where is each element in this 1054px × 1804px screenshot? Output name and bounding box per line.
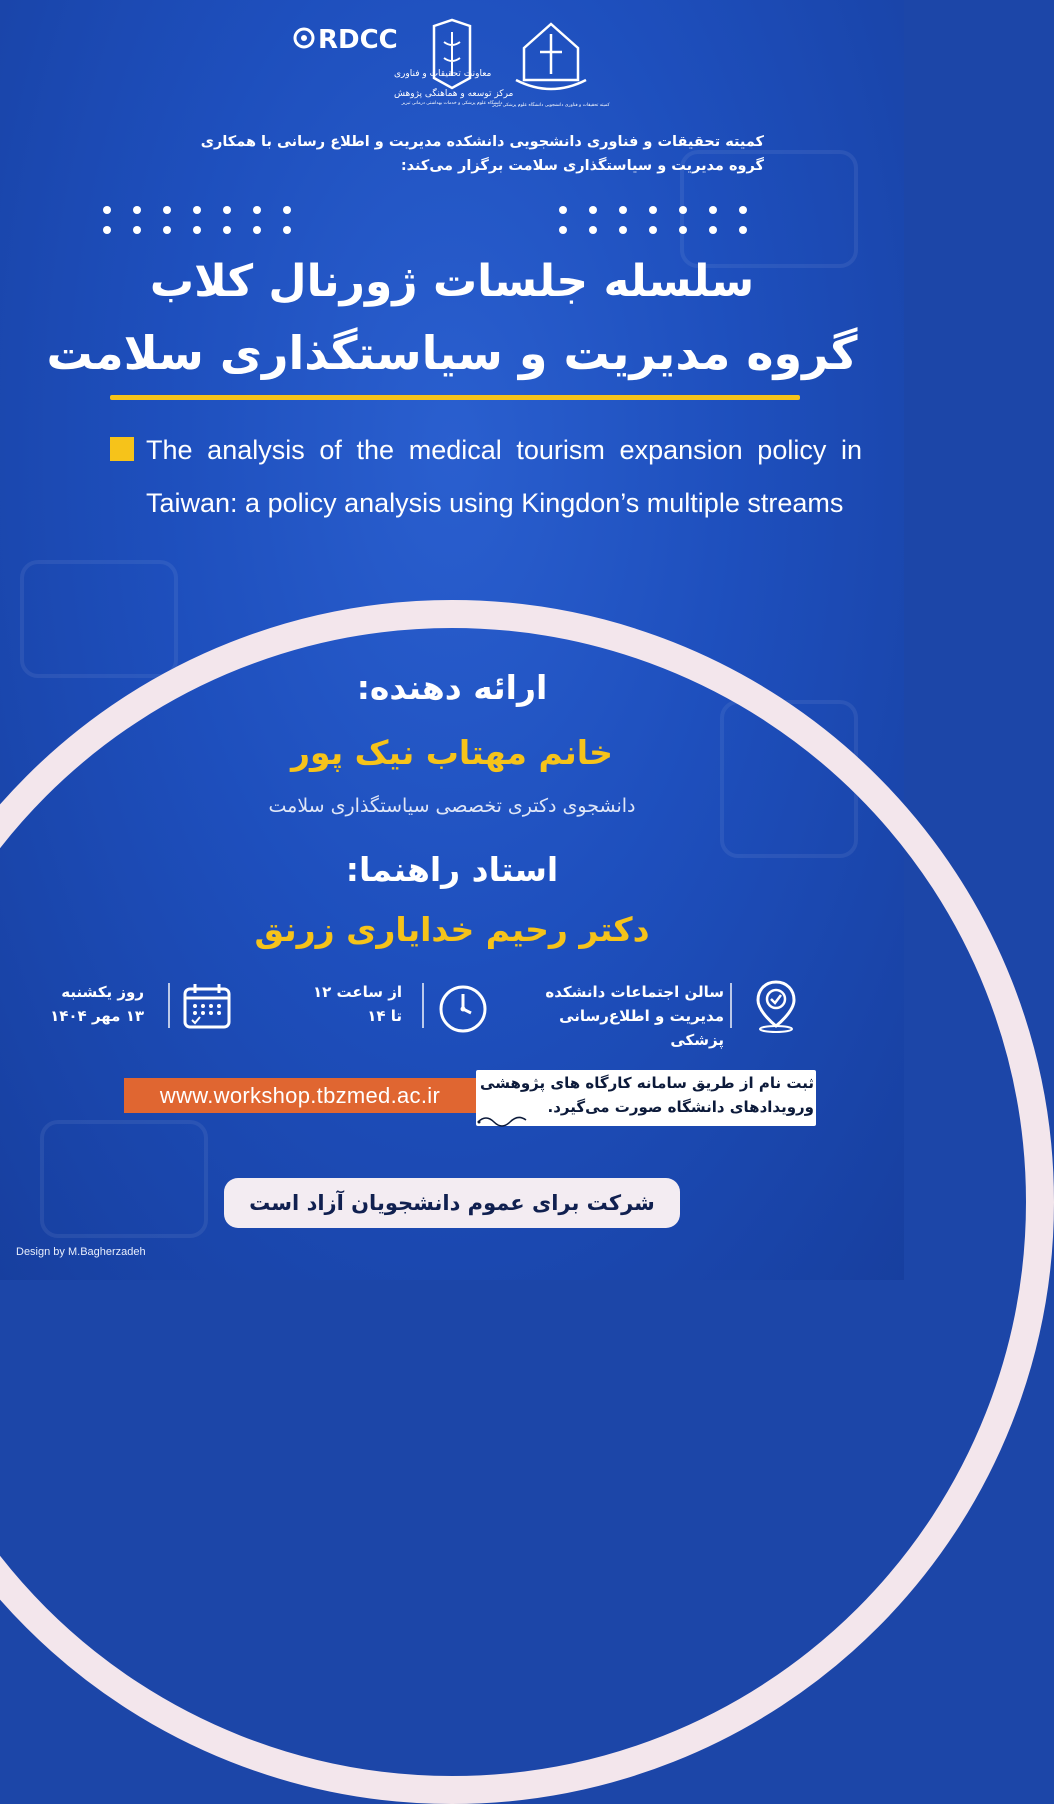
presenter-name: خانم مهتاب نیک پور [291,733,613,772]
presenter-description: دانشجوی دکتری تخصصی سیاستگذاری سلامت [268,795,636,817]
time-line-2: تا ۱۴ [367,1007,402,1025]
clock-icon [436,982,490,1036]
registration-line-2: ورویدادهای دانشگاه صورت می‌گیرد. [547,1098,814,1116]
separator [168,983,170,1028]
squiggle-arrow-icon [476,1112,532,1130]
title-line-1: سلسله جلسات ژورنال کلاب [149,256,755,307]
time-info [312,980,402,1028]
separator [422,983,424,1028]
time-line-1: از ساعت ۱۲ [312,983,402,1001]
separator [730,983,732,1028]
rdcc-text-2: مرکز توسعه و هماهنگی پژوهش [394,89,514,99]
designer-credit: Design by M.Bagherzadeh [16,1246,146,1258]
date-line-1: روز یکشنبه [61,983,144,1001]
background-decoration [20,560,178,678]
date-line-2: ۱۳ مهر ۱۴۰۴ [50,1007,144,1025]
square-bullet-icon [110,437,134,461]
dots-decoration-left [92,202,352,238]
venue-line-1: سالن اجتماعات دانشکده [545,983,724,1001]
free-participation-notice: شرکت برای عموم دانشجویان آزاد است [224,1178,680,1228]
article-title: The analysis of the medical tourism expansion policy in Taiwan: a policy analysis using Kingdon’s multiple streams [146,435,862,518]
registration-url[interactable]: www.workshop.tbzmed.ac.ir [124,1078,476,1113]
calendar-icon [180,980,234,1034]
supervisor-label: استاد راهنما: [345,850,559,889]
rdcc-wordmark: RDCC [318,25,398,55]
university-text: دانشگاه علوم پزشکی و خدمات بهداشتی درمانی تبریز [401,101,503,106]
presenter-label: ارائه دهنده: [356,668,548,707]
title-underline [110,395,800,400]
registration-line-1: ثبت نام از طریق سامانه کارگاه های پژوهشی [480,1074,814,1092]
venue-info [524,980,724,1052]
supervisor-name: دکتر رحیم خدایاری زرنق [254,910,650,949]
logos-row [290,18,620,118]
committee-text: کمیته تحقیقات و فناوری دانشجویی دانشگاه علوم پزشکی تبریز [492,103,610,108]
date-info [34,980,144,1028]
dots-decoration-right [548,202,808,238]
intro-line-2: گروه مدیریت و سیاستگذاری سلامت برگزار می‌کند: [400,158,764,174]
rdcc-text-1: معاونت تحقیقات و فناوری [394,69,492,79]
intro-text [144,130,764,178]
venue-line-2: مدیریت و اطلاع‌رسانی پزشکی [559,1007,724,1049]
title-line-2: گروه مدیریت و سیاستگذاری سلامت [46,326,858,380]
intro-line-1: کمیته تحقیقات و فناوری دانشجویی دانشکده مدیریت و اطلاع رسانی با همکاری [200,134,764,150]
location-check-icon [752,978,800,1034]
student-committee-logo [492,18,610,113]
